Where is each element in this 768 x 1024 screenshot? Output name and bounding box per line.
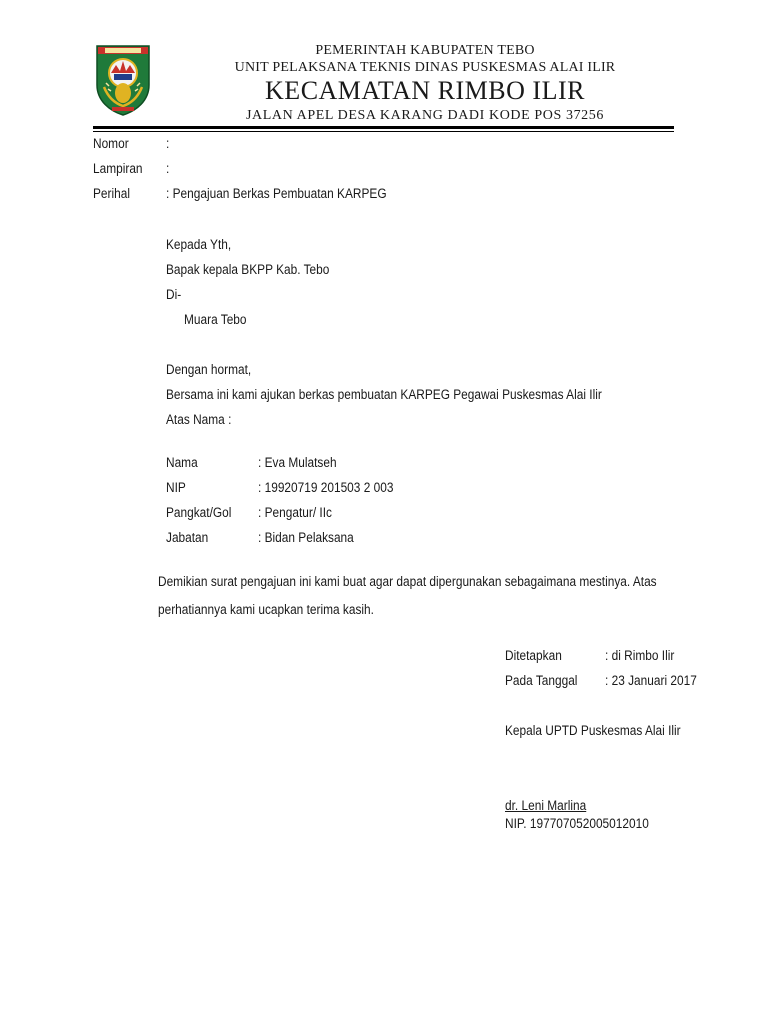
pangkat-label: Pangkat/Gol	[166, 505, 232, 520]
pangkat-value: : Pengatur/ IIc	[258, 505, 332, 520]
tanggal-label: Pada Tanggal	[505, 673, 578, 688]
jabatan-value: : Bidan Pelaksana	[258, 530, 354, 545]
nip-value: : 19920719 201503 2 003	[258, 480, 394, 495]
signatory-position: Kepala UPTD Puskesmas Alai Ilir	[505, 723, 681, 738]
nomor-label: Nomor	[93, 136, 129, 151]
signatory-nip: NIP. 197707052005012010	[505, 816, 649, 831]
lampiran-value: :	[166, 161, 170, 176]
opening-line: Bersama ini kami ajukan berkas pembuatan KARPEG Pegawai Puskesmas Alai Ilir	[166, 387, 602, 402]
ditetapkan-value: : di Rimbo Ilir	[605, 648, 675, 663]
header-divider-thin	[93, 131, 674, 132]
header-address-line: JALAN APEL DESA KARANG DADI KODE POS 37256	[246, 108, 604, 123]
recipient-di: Di-	[166, 287, 182, 302]
atas-nama-label: Atas Nama :	[166, 412, 232, 427]
signatory-name: dr. Leni Marlina	[505, 798, 587, 813]
lampiran-label: Lampiran	[93, 161, 143, 176]
nama-label: Nama	[166, 455, 198, 470]
header-district-title: KECAMATAN RIMBO ILIR	[265, 76, 585, 105]
tanggal-value: : 23 Januari 2017	[605, 673, 697, 688]
header-government-line: PEMERINTAH KABUPATEN TEBO	[315, 43, 535, 58]
ditetapkan-label: Ditetapkan	[505, 648, 562, 663]
jabatan-label: Jabatan	[166, 530, 209, 545]
perihal-label: Perihal	[93, 186, 130, 201]
header-divider-thick	[93, 126, 674, 129]
nip-label: NIP	[166, 480, 186, 495]
greeting: Dengan hormat,	[166, 362, 252, 377]
recipient-name: Bapak kepala BKPP Kab. Tebo	[166, 262, 330, 277]
perihal-value: : Pengajuan Berkas Pembuatan KARPEG	[166, 186, 387, 201]
header-unit-line: UNIT PELAKSANA TEKNIS DINAS PUSKESMAS ALAI ILIR	[234, 60, 616, 75]
nama-value: : Eva Mulatseh	[258, 455, 337, 470]
recipient-salutation: Kepada Yth,	[166, 237, 232, 252]
closing-paragraph	[158, 568, 704, 624]
recipient-city: Muara Tebo	[184, 312, 247, 327]
nomor-value: :	[166, 136, 170, 151]
closing-line-2: perhatiannya kami ucapkan terima kasih.	[158, 602, 374, 617]
closing-line-1: Demikian surat pengajuan ini kami buat agar dapat dipergunakan sebagaimana mestinya. Atas	[158, 574, 657, 589]
